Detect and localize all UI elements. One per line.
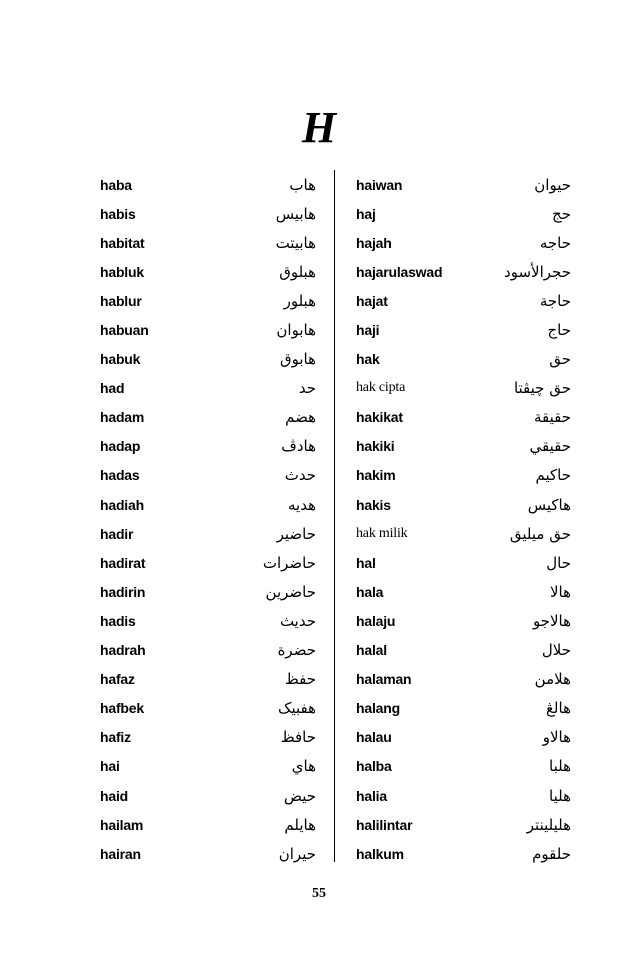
entry-row: [100, 170, 316, 199]
entry-latin-word: haid: [100, 787, 128, 804]
page-letter-heading: H: [301, 103, 337, 152]
entry-latin-word: hablur: [100, 292, 142, 309]
entry-row: [100, 345, 316, 374]
entry-latin-word: habuk: [100, 351, 141, 368]
entry-jawi-word: هايلم: [284, 815, 316, 834]
entry-jawi-word: حاجه: [539, 233, 571, 252]
entry-jawi-word: حد: [298, 379, 316, 398]
entry-row: [356, 432, 571, 461]
entry-row: [356, 257, 571, 286]
entry-jawi-word: هلامن: [534, 670, 571, 689]
entry-jawi-word: هالا: [549, 582, 571, 601]
entry-jawi-word: هاب: [289, 175, 316, 194]
entry-jawi-word: حضرة: [277, 641, 316, 660]
entry-latin-word: halang: [356, 700, 400, 717]
entry-jawi-word: هالڠ: [545, 699, 571, 718]
entry-row: [100, 606, 316, 635]
entry-row: [356, 519, 571, 548]
entry-jawi-word: هابيس: [275, 204, 316, 223]
entry-jawi-word: حاضرات: [262, 553, 316, 572]
entry-latin-word: hajarulaswad: [356, 263, 443, 280]
entry-row: [356, 636, 571, 665]
entry-row: [100, 432, 316, 461]
entry-row: [356, 839, 571, 868]
entry-jawi-word: هليلينتر: [526, 815, 571, 834]
entry-row: [100, 577, 316, 606]
entry-latin-word: hadirat: [100, 554, 146, 571]
entry-row: [100, 228, 316, 257]
entry-latin-word: hakis: [356, 496, 391, 513]
entry-row: [356, 723, 571, 752]
entry-jawi-word: حافظ: [280, 728, 316, 747]
entry-jawi-word: حفظ: [284, 670, 316, 689]
entry-latin-word: hadis: [100, 612, 136, 629]
page-number: 55: [312, 886, 326, 901]
entry-latin-word: hadirin: [100, 583, 146, 600]
entry-row: [100, 461, 316, 490]
entry-jawi-word: هفبيک: [278, 699, 316, 718]
entry-latin-word: halilintar: [356, 816, 413, 833]
entry-latin-word: habitat: [100, 234, 145, 251]
entry-row: [100, 636, 316, 665]
entry-jawi-word: حاجة: [539, 291, 571, 310]
entry-row: [100, 519, 316, 548]
right-word-column: [356, 170, 571, 868]
entry-row: [356, 374, 571, 403]
entry-row: [356, 461, 571, 490]
entry-jawi-word: حق چيڤتا: [513, 379, 571, 398]
entry-latin-word: hadam: [100, 409, 145, 426]
entry-row: [356, 199, 571, 228]
entry-jawi-word: حقيقي: [529, 437, 571, 456]
entry-latin-word: hai: [100, 758, 120, 775]
entry-latin-word: hak milik: [356, 525, 408, 541]
entry-row: [356, 577, 571, 606]
entry-row: [356, 548, 571, 577]
entry-jawi-word: حق: [549, 350, 571, 369]
entry-row: [100, 548, 316, 577]
entry-latin-word: halaju: [356, 612, 396, 629]
entry-latin-word: habis: [100, 205, 136, 222]
entry-latin-word: hajah: [356, 234, 392, 251]
entry-latin-word: hailam: [100, 816, 144, 833]
entry-jawi-word: هالاو: [542, 728, 571, 747]
entry-jawi-word: حديث: [279, 611, 316, 630]
entry-latin-word: hak: [356, 351, 380, 368]
entry-latin-word: hala: [356, 583, 384, 600]
entry-row: [100, 257, 316, 286]
entry-jawi-word: حق ميليق: [509, 524, 571, 543]
entry-row: [356, 810, 571, 839]
entry-latin-word: haiwan: [356, 176, 403, 193]
entry-latin-word: hakiki: [356, 438, 395, 455]
entry-jawi-word: حيوان: [534, 175, 571, 194]
entry-jawi-word: هبلور: [283, 291, 316, 310]
entry-latin-word: hakikat: [356, 409, 403, 426]
left-word-column: [100, 170, 316, 868]
entry-jawi-word: حدث: [284, 466, 316, 485]
entry-jawi-word: هليا: [549, 786, 571, 805]
entry-latin-word: halba: [356, 758, 392, 775]
entry-jawi-word: هاكيس: [527, 495, 571, 514]
entry-latin-word: hadiah: [100, 496, 144, 513]
entry-row: [100, 374, 316, 403]
entry-jawi-word: حاضير: [276, 524, 316, 543]
entry-latin-word: halau: [356, 729, 392, 746]
entry-jawi-word: هابيتت: [275, 233, 316, 252]
entry-row: [356, 752, 571, 781]
entry-row: [100, 694, 316, 723]
entry-row: [100, 286, 316, 315]
entry-row: [356, 228, 571, 257]
entry-jawi-word: هابوان: [276, 321, 316, 340]
entry-jawi-word: هديه: [287, 495, 316, 514]
entry-row: [356, 403, 571, 432]
entry-row: [100, 199, 316, 228]
entry-jawi-word: هلبا: [549, 757, 571, 776]
entry-jawi-word: هبلوق: [279, 262, 316, 281]
entry-latin-word: haba: [100, 176, 132, 193]
entry-row: [100, 752, 316, 781]
entry-row: [356, 694, 571, 723]
entry-latin-word: halal: [356, 642, 387, 659]
entry-latin-word: hadap: [100, 438, 141, 455]
entry-latin-word: hakim: [356, 467, 396, 484]
entry-row: [100, 490, 316, 519]
entry-row: [356, 345, 571, 374]
entry-latin-word: hajat: [356, 292, 388, 309]
entry-latin-word: hafiz: [100, 729, 131, 746]
entry-latin-word: hafbek: [100, 700, 144, 717]
entry-row: [356, 606, 571, 635]
entry-latin-word: had: [100, 380, 125, 397]
entry-jawi-word: هضم: [285, 408, 316, 427]
entry-latin-word: hal: [356, 554, 376, 571]
entry-row: [100, 839, 316, 868]
entry-row: [100, 665, 316, 694]
entry-row: [356, 170, 571, 199]
entry-jawi-word: حال: [546, 553, 571, 572]
entry-row: [100, 810, 316, 839]
entry-latin-word: halkum: [356, 845, 404, 862]
entry-latin-word: hadas: [100, 467, 140, 484]
entry-latin-word: haj: [356, 205, 376, 222]
entry-jawi-word: حلقوم: [532, 844, 571, 863]
column-divider: [334, 170, 335, 862]
entry-latin-word: hairan: [100, 845, 141, 862]
entry-jawi-word: حيران: [278, 844, 316, 863]
entry-row: [356, 781, 571, 810]
entry-latin-word: halaman: [356, 671, 412, 688]
entry-row: [356, 315, 571, 344]
entry-row: [356, 490, 571, 519]
entry-jawi-word: حاج: [547, 321, 571, 340]
entry-jawi-word: حلال: [541, 641, 571, 660]
entry-latin-word: habuan: [100, 322, 149, 339]
entry-latin-word: hadrah: [100, 642, 146, 659]
entry-jawi-word: حاكيم: [535, 466, 571, 485]
entry-latin-word: hadir: [100, 525, 134, 542]
entry-latin-word: hafaz: [100, 671, 135, 688]
entry-jawi-word: حجرالأسود: [504, 262, 571, 281]
entry-jawi-word: هادڤ: [281, 437, 316, 456]
entry-row: [100, 315, 316, 344]
entry-jawi-word: حيض: [283, 786, 316, 805]
entry-latin-word: habluk: [100, 263, 144, 280]
entry-row: [100, 403, 316, 432]
entry-latin-word: halia: [356, 787, 387, 804]
entry-jawi-word: هالاجو: [532, 611, 571, 630]
entry-jawi-word: هاي: [291, 757, 316, 776]
entry-row: [100, 781, 316, 810]
entry-latin-word: hak cipta: [356, 380, 406, 396]
entry-jawi-word: حاضرين: [265, 582, 316, 601]
entry-row: [356, 286, 571, 315]
entry-jawi-word: هابوق: [279, 350, 316, 369]
entry-row: [100, 723, 316, 752]
entry-jawi-word: حقيقة: [533, 408, 571, 427]
entry-latin-word: haji: [356, 322, 380, 339]
entry-row: [356, 665, 571, 694]
entry-jawi-word: حج: [552, 204, 571, 223]
